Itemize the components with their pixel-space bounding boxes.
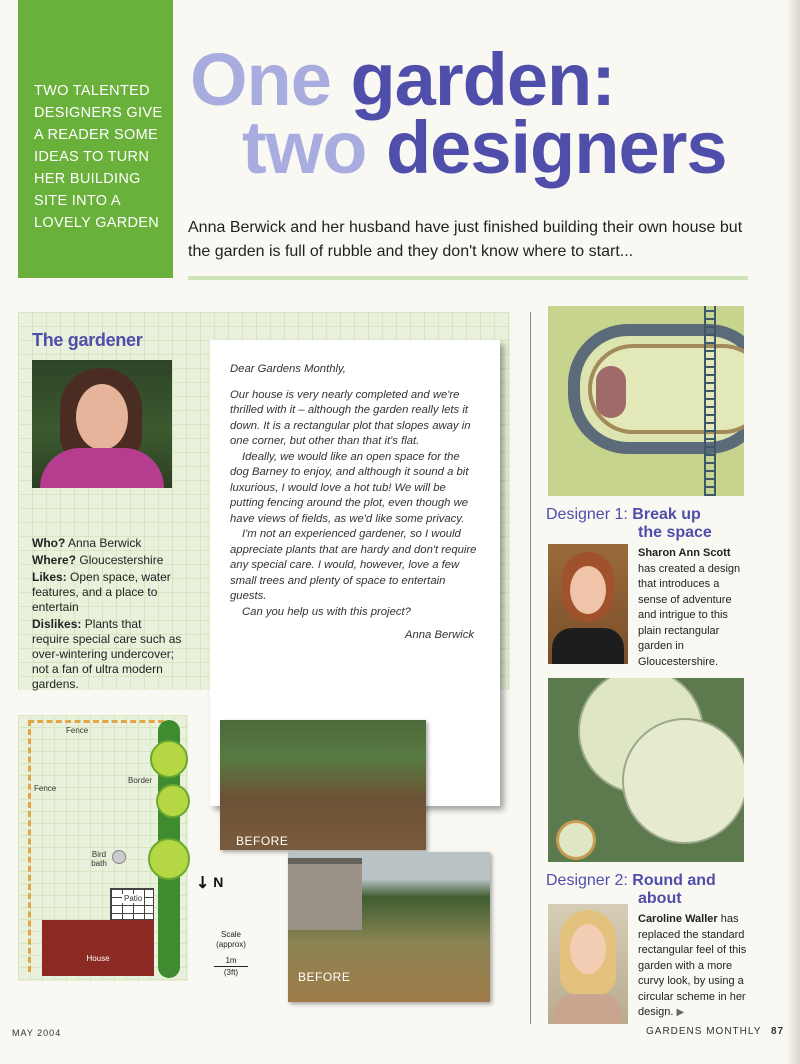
letter-paragraph-4: Can you help us with this project?	[242, 605, 411, 618]
profile-likes-value: Open space, water features, and a place to entertain	[32, 570, 171, 614]
page-title	[190, 38, 770, 189]
profile-where	[32, 553, 182, 568]
north-label: N	[213, 874, 224, 890]
gardener-photo-face	[76, 384, 128, 450]
letter-salutation: Dear Gardens Monthly,	[230, 363, 346, 375]
gardener-heading: The gardener	[32, 330, 143, 350]
designer1-text	[638, 546, 750, 670]
before-photo-2-shed	[288, 858, 362, 930]
letter-paragraph-1: Our house is very nearly completed and we're thrilled with it – although the garden really lets it down. It is a rectangular plot that slopes away in one corner, but other than that it's flat.	[230, 388, 471, 447]
designer2-photo-body	[554, 994, 622, 1024]
north-arrow-icon: ↘	[191, 871, 214, 894]
plan-house	[42, 920, 154, 976]
plan-label-bird-bath: Bird bath	[91, 850, 107, 868]
profile-who-label: Who?	[32, 536, 66, 550]
designer1-pergola	[704, 306, 716, 496]
letter-paragraph-3: I'm not an experienced gardener, so I would appreciate plants that are hardy and don't require any special care. I would, however, love a few small trees and plenty of space to entertain guests.	[230, 528, 477, 602]
green-rule	[188, 276, 748, 280]
column-divider	[530, 312, 531, 1024]
page-gutter-shadow	[786, 0, 800, 1064]
title-word-designers: designers	[385, 106, 727, 189]
profile-dislikes	[32, 617, 182, 692]
continue-arrow-icon: ▶	[676, 1007, 685, 1018]
plan-patio	[110, 888, 154, 920]
plan-label-fence-top: Fence	[66, 726, 89, 735]
gardener-profile	[32, 536, 182, 694]
profile-where-value: Gloucestershire	[79, 553, 164, 567]
designer2-plan-illustration	[548, 678, 744, 862]
plan-scale	[206, 930, 256, 978]
letter-signature: Anna Berwick	[404, 629, 474, 641]
standfirst-text: TWO TALENTED DESIGNERS GIVE A READER SOME IDEAS TO TURN HER BUILDING SITE INTO A LOVELY GARDEN	[34, 83, 163, 231]
plan-label-border: Border	[128, 776, 153, 785]
scale-metric: 1m	[225, 956, 237, 965]
intro-text: Anna Berwick and her husband have just finished building their own house but the garden is full of rubble and they don't know where to start...	[188, 219, 743, 260]
designer2-name: Caroline Waller	[638, 913, 718, 925]
profile-likes-label: Likes:	[32, 570, 67, 584]
gardener-photo-body	[40, 448, 164, 488]
scale-title: Scale (approx)	[216, 930, 246, 949]
plan-label-fence-left: Fence	[34, 784, 57, 793]
before-label-1: BEFORE	[236, 834, 289, 848]
designer2-photo-face	[570, 924, 606, 974]
designer2-photo	[548, 904, 628, 1024]
designer1-number: Designer 1:	[546, 506, 628, 523]
designer2-headline-b: about	[638, 890, 682, 907]
designer1-plan-illustration	[548, 306, 744, 496]
profile-where-label: Where?	[32, 553, 77, 567]
scale-bar	[214, 956, 248, 967]
title-line-1	[190, 38, 770, 121]
designer1-photo-body	[552, 628, 624, 664]
designer2-number: Designer 2:	[546, 872, 628, 889]
designer1-headline-a: Break up	[632, 506, 701, 523]
profile-dislikes-label: Dislikes:	[32, 617, 82, 631]
standfirst-box	[18, 0, 173, 278]
letter-paragraph-2: Ideally, we would like an open space for the dog Barney to enjoy, and although it sound a bit luxurious, I would love a hot tub! We will be putting fencing around the plot, even though we have views of fields, as we'd like some privacy.	[230, 450, 469, 525]
bird-bath-icon	[112, 850, 126, 864]
designer2-headline-a: Round and	[632, 872, 716, 889]
scale-imperial: (3ft)	[223, 968, 239, 977]
title-word-two: two	[242, 106, 367, 189]
designer2-heading	[546, 872, 716, 908]
north-compass	[191, 871, 224, 894]
profile-who-value: Anna Berwick	[68, 536, 142, 550]
before-photo-1	[220, 720, 426, 850]
footer-page-number: 87	[770, 1026, 785, 1037]
designer2-circle-hot-tub	[556, 820, 596, 860]
plan-label-house: House	[86, 954, 110, 963]
designer1-heading	[546, 506, 712, 542]
designer1-description: has created a design that introduces a sense of adventure and intrigue to this plain rectangular garden in Gloucestershire.	[638, 562, 741, 668]
profile-who	[32, 536, 182, 551]
footer-folio	[646, 1026, 784, 1037]
tree-icon	[150, 740, 188, 778]
footer-magazine-name: GARDENS MONTHLY	[646, 1026, 762, 1037]
designer2-description: has replaced the standard rectangular feel of this garden with a more curvy look, by using a circular scheme in her design.	[638, 913, 747, 1018]
before-label-2: BEFORE	[298, 970, 351, 984]
designer1-name: Sharon Ann Scott	[638, 547, 731, 559]
profile-dislikes-value: Plants that require special care such as over-wintering undercover; not a fan of ultra modern gardens.	[32, 617, 182, 691]
title-line-2	[190, 106, 770, 189]
designer1-headline-b: the space	[638, 524, 712, 541]
designer2-text	[638, 912, 750, 1021]
designer2-circle-lawn-2	[622, 718, 744, 844]
title-word-one: One	[190, 38, 331, 121]
designer1-photo-face	[570, 566, 606, 614]
footer-date: MAY 2004	[12, 1028, 62, 1038]
tree-icon	[156, 784, 190, 818]
title-word-garden: garden:	[350, 38, 615, 121]
tree-icon	[148, 838, 190, 880]
designer1-photo	[548, 544, 628, 664]
plan-label-patio: Patio	[124, 894, 143, 903]
profile-likes	[32, 570, 182, 615]
designer1-flower-bed	[596, 366, 626, 418]
gardener-photo	[32, 360, 172, 488]
